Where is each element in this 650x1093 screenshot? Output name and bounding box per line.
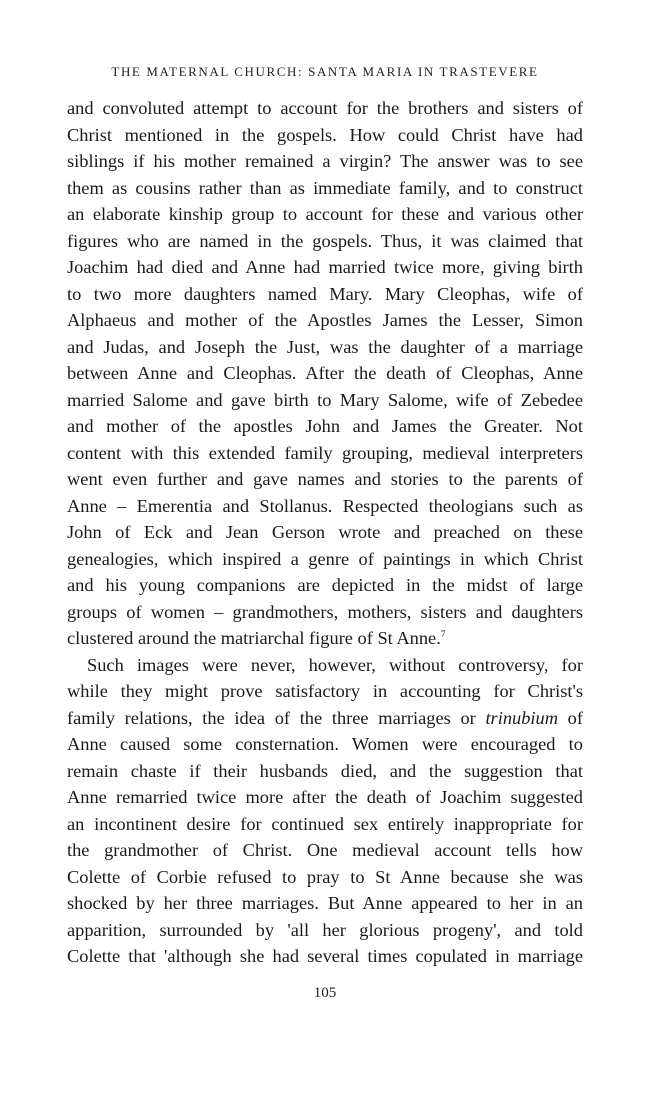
text-line: and convoluted attempt to account for the brothers and sisters of: [67, 98, 583, 118]
text-line: went even further and gave names and stories to the parents of: [67, 469, 583, 489]
text-line: Christ mentioned in the gospels. How could Christ have had: [67, 124, 583, 145]
text-line: Joachim had died and Anne had married twice more, giving birth: [67, 257, 583, 277]
paragraph-1: [67, 95, 583, 652]
text-line: the grandmother of Christ. One medieval account tells how: [67, 840, 583, 860]
text-line: John of Eck and Jean Gerson wrote and preached on these: [67, 522, 583, 542]
text-line: an incontinent desire for continued sex entirely inappropriate for: [67, 813, 583, 834]
text-line: content with this extended family grouping, medieval interpreters: [67, 442, 583, 463]
text-line: them as cousins rather than as immediate family, and to construct: [67, 177, 583, 198]
text-line: figures who are named in the gospels. Thus, it was claimed that: [67, 230, 583, 251]
text-line: while they might prove satisfactory in accounting for Christ's: [67, 681, 583, 701]
text-line: siblings if his mother remained a virgin? The answer was to see: [67, 151, 583, 171]
text-line: and his young companions are depicted in the midst of large: [67, 575, 583, 595]
text-line: groups of women – grandmothers, mothers, sisters and daughters: [67, 601, 583, 622]
text-line: married Salome and gave birth to Mary Salome, wife of Zebedee: [67, 389, 583, 410]
text-line: [67, 705, 583, 732]
running-head: THE MATERNAL CHURCH: SANTA MARIA IN TRASTEVERE: [111, 64, 539, 79]
text-line: to two more daughters named Mary. Mary Cleophas, wife of: [67, 283, 583, 304]
text-line: Alphaeus and mother of the Apostles James the Lesser, Simon: [67, 310, 583, 330]
text-line: and Judas, and Joseph the Just, was the daughter of a marriage: [67, 336, 583, 357]
body-text: [67, 95, 583, 970]
text-line: Anne remarried twice more after the death of Joachim suggested: [67, 787, 583, 807]
text-line: genealogies, which inspired a genre of paintings in which Christ: [67, 548, 583, 569]
text-line: Colette of Corbie refused to pray to St Anne because she was: [67, 866, 583, 887]
text-line-content: clustered around the matriarchal figure of St Anne.: [67, 628, 441, 648]
text-line: Colette that 'although she had several times copulated in marriage: [67, 946, 583, 966]
text-line: apparition, surrounded by 'all her glorious progeny', and told: [67, 919, 583, 940]
text-line: shocked by her three marriages. But Anne appeared to her in an: [67, 893, 583, 913]
paragraph-2: [67, 652, 583, 970]
text-line-indented: Such images were never, however, without controversy, for: [87, 654, 583, 675]
text-line: remain chaste if their husbands died, and the suggestion that: [67, 760, 583, 781]
text-line-content: family relations, the idea of the three marriages or: [67, 707, 486, 728]
text-line: and mother of the apostles John and James the Greater. Not: [67, 416, 583, 436]
text-line-tail: of: [558, 707, 583, 728]
text-line-last: [67, 625, 583, 652]
page-number: 105: [313, 985, 337, 1001]
text-line: between Anne and Cleophas. After the death of Cleophas, Anne: [67, 363, 583, 383]
italic-term: trinubium: [485, 707, 558, 728]
text-line: an elaborate kinship group to account for these and various other: [67, 204, 583, 224]
footnote-marker[interactable]: 7: [440, 629, 446, 639]
text-line: Anne caused some consternation. Women were encouraged to: [67, 734, 583, 754]
text-line: Anne – Emerentia and Stollanus. Respected theologians such as: [67, 495, 583, 516]
